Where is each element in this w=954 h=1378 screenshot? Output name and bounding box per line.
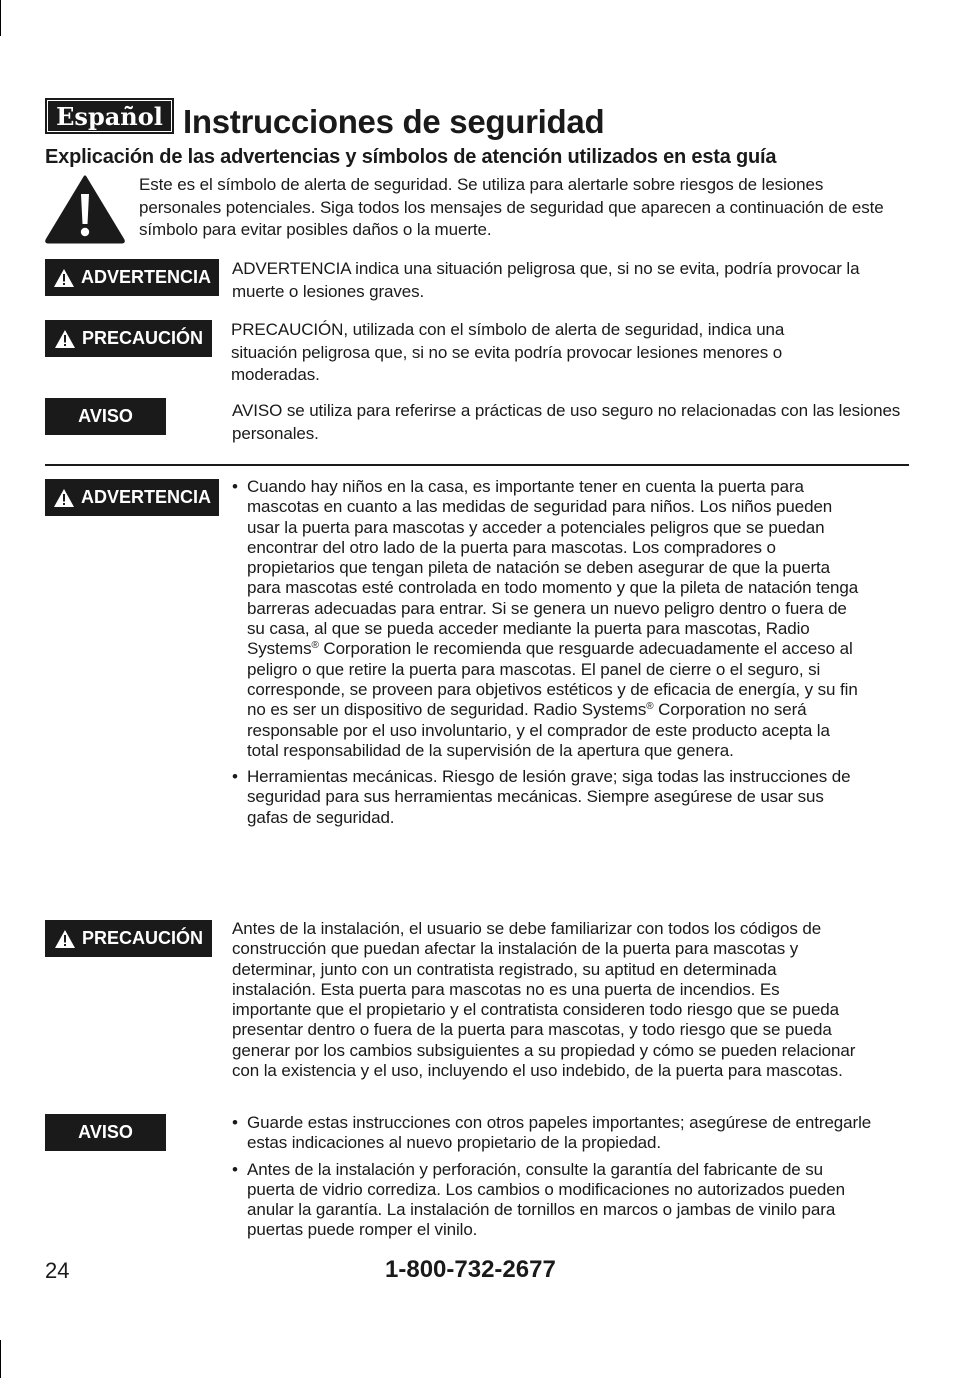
advertencia-label [45,259,219,296]
bullet-text: Cuando hay niños en la casa, es importante tener en cuenta la puerta para mascotas en cuanto a las medidas de seguridad para niños. Los niños pueden usar la puerta para mascotas y acceder a potenciales peligros que se puedan encontrar del otro lado de la puerta para mascotas. Los compradores o propietarios que tengan pileta de natación se deben asegurar de que la puerta para mascotas esté controlada en todo momento y que la pileta de natación tenga barreras adecuadas para entrar. Si se genera un nuevo peligro dentro o fuera de su casa, al que se pueda acceder mediante la puerta para mascotas, Radio Systems [247,477,859,659]
list-item [232,1113,872,1154]
precaucion-definition: PRECAUCIÓN, utilizada con el símbolo de alerta de seguridad, indica una situación peligrosa que, si no se evita podría provocar lesiones menores o moderadas. [231,320,785,384]
precaucion-label-text: PRECAUCIÓN [81,328,203,348]
bullet-text: Corporation no será responsable por el uso involuntario, y el comprador de este producto acepta la total responsabilidad de la supervisión de la apertura que genera. [247,700,830,760]
bullet-text: Antes de la instalación y perforación, consulte la garantía del fabricante de su puerta de vidrio corrediza. Los cambios o modificaciones no autorizados pueden anular la garantía. La instalación de tornillos en marcos o jambas de vinilo para puertas puede romper el vinilo. [247,1159,845,1240]
aviso-label-text: AVISO [78,406,133,426]
warning-triangle-icon [54,329,76,349]
precaucion-section-label [45,920,212,957]
aviso-label [45,398,166,435]
precaucion-section-label-text: PRECAUCIÓN [81,928,203,948]
intro-text: Este es el símbolo de alerta de seguridad. Se utiliza para alertarle sobre riesgos de lesiones personales potenciales. Siga todos los mensajes de seguridad que aparecen a continuación de este símbolo para evitar posibles daños o la muerte. [139,175,884,239]
list-item [232,1160,872,1241]
crop-mark-top [0,0,1,36]
aviso-definition: AVISO se utiliza para referirse a prácticas de uso seguro no relacionadas con las lesiones personales. [232,401,901,443]
list-item [232,477,862,761]
crop-mark-bottom [0,1340,1,1378]
warning-bullet-list [232,477,862,834]
warning-triangle-icon [53,488,75,508]
safety-alert-icon [45,174,125,244]
page-title: Instrucciones de seguridad [183,103,605,140]
page-number: 24 [45,1258,70,1283]
caution-text: Antes de la instalación, el usuario se debe familiarizar con todos los códigos de construcción que puedan afectar la instalación de la puerta para mascotas y determinar, junto con un contratista registrado, su aptitud en determinada instalación. Esta puerta para mascotas no es una puerta de incendios. Es importante que el propietario y el contratista consideren todo riesgo que se pueda presentar dentro o fuera de la puerta para mascotas, y todo riesgo que se pueda generar por los cambios subsiguientes a su propiedad y cómo se pueden relacionar con la existencia y el uso, incluyendo el uso indebido, de la puerta para mascotas. [232,919,856,1081]
advertencia-definition: ADVERTENCIA indica una situación peligrosa que, si no se evita, podría provocar la muerte o lesiones graves. [232,259,860,301]
aviso-section-label-text: AVISO [78,1122,133,1142]
bullet-text: Guarde estas instrucciones con otros papeles importantes; asegúrese de entregarle estas indicaciones al nuevo propietario de la propiedad. [247,1113,872,1153]
advertencia-label-text: ADVERTENCIA [80,267,211,287]
section-subtitle: Explicación de las advertencias y símbolos de atención utilizados en esta guía [45,146,777,168]
precaucion-label [45,320,212,357]
section-divider [45,464,909,466]
list-item [232,767,862,828]
bullet-text: Corporation le recomienda que resguarde adecuadamente el acceso al peligro o que retire la puerta para mascotas. El panel de cierre o el seguro, si corresponde, se proveen para objetivos estéticos y de eficacia de energía, y su fin no es ser un dispositivo de seguridad. Radio Systems [247,639,858,720]
registered-mark: ® [646,701,654,713]
notice-bullet-list [232,1113,872,1247]
aviso-section-label [45,1114,166,1151]
bullet-text: Herramientas mecánicas. Riesgo de lesión grave; siga todas las instrucciones de seguridad para sus herramientas mecánicas. Siempre asegúrese de usar sus gafas de seguridad. [247,767,851,827]
advertencia-section-label [45,479,219,516]
phone-number: 1-800-732-2677 [385,1256,556,1283]
warning-triangle-icon [54,929,76,949]
registered-mark: ® [311,640,319,652]
advertencia-section-label-text: ADVERTENCIA [80,487,211,507]
warning-triangle-icon [53,268,75,288]
language-badge: Español [45,98,174,134]
